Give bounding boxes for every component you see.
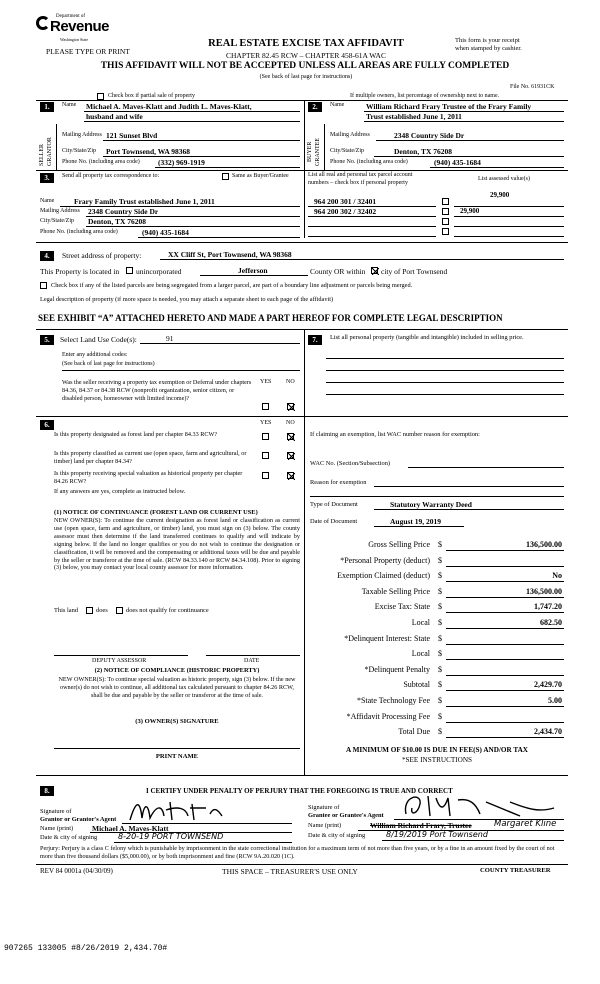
section-8-badge: 8. [40, 786, 54, 796]
tax-row-underline [446, 659, 564, 660]
grantee-sig-label-2: Grantee or Grantee's Agent [308, 812, 384, 819]
tax-row-underline [446, 628, 564, 629]
s6-no-header: NO [286, 420, 295, 426]
logo-top-text: Department of [56, 14, 86, 19]
seller-phone-label: Phone No. (including area code) [62, 159, 140, 165]
street-address-label: Street address of property: [62, 251, 142, 260]
tax-row-underline [446, 675, 564, 676]
parcel-4-personal-checkbox[interactable] [442, 228, 449, 235]
segregated-checkbox[interactable] [40, 282, 47, 289]
buyer-city-value: Denton, TX 76208 [394, 147, 452, 156]
tax-row-underline [446, 690, 564, 691]
same-as-buyer-label: Same as Buyer/Grantee [232, 173, 289, 179]
s5-yes-header: YES [260, 379, 272, 385]
tax-row-currency: $ [438, 540, 442, 549]
tax-row-label: Subtotal [403, 680, 430, 690]
grantor-name-label: Name (print) [40, 825, 74, 832]
send-correspondence-label: Send all property tax correspondence to: [62, 173, 160, 179]
street-address-value: XX Cliff St, Port Townsend, WA 98368 [168, 250, 292, 259]
s6-q1-no-checkbox[interactable] [287, 433, 294, 440]
notice-compliance-title: (2) NOTICE OF COMPLIANCE (HISTORIC PROPERTY) [94, 667, 260, 674]
segregated-label: Check box if any of the listed parcels are being segregated from a larger parcel, are part of a boundary line adjustment or parcels being merged. [51, 282, 413, 289]
tax-row-currency: $ [438, 586, 442, 596]
multiple-owners-note: If multiple owners, list percentage of ownership next to name. [350, 93, 500, 99]
grantor-date-value: 8-20-19 PORT TOWNSEND [118, 832, 224, 841]
cashier-stamp: 907265 133005 #8/26/2019 2,434.70# [4, 944, 168, 953]
tax-row-currency: $ [438, 618, 442, 627]
grantor-sig-label-1: Signature of [40, 808, 72, 815]
parcel-number-1: 964 200 301 / 32401 [314, 197, 377, 206]
type-or-print-label: PLEASE TYPE OR PRINT [46, 47, 130, 56]
tax-row-currency: $ [438, 711, 442, 721]
tax-row-label: *State Technology Fee [356, 696, 430, 705]
tax-row-amount: 2,434.70 [534, 727, 562, 737]
form-title: REAL ESTATE EXCISE TAX AFFIDAVIT [208, 38, 404, 49]
tax-row-underline [446, 644, 564, 645]
tax-row-amount: 682.50 [540, 618, 562, 627]
revision-label: REV 84 0001a (04/30/09) [40, 867, 113, 875]
tax-row-label: Taxable Selling Price [361, 586, 430, 596]
form-warning: THIS AFFIDAVIT WILL NOT BE ACCEPTED UNLESS ALL AREAS ARE FULLY COMPLETED [100, 61, 510, 71]
section-2-badge: 2. [308, 102, 322, 112]
seller-mailing-value: 121 Sunset Blvd [106, 131, 158, 140]
see-instructions-note: *SEE INSTRUCTIONS [401, 756, 473, 764]
seller-name-line1: Michael A. Maves-Klatt and Judith L. Maves-Klatt, [86, 102, 252, 111]
tax-row-label: *Delinquent Interest: State [344, 633, 430, 643]
section-3-badge: 3. [40, 173, 54, 183]
section-4-badge: 4. [40, 251, 54, 261]
notice-continuance-title: (1) NOTICE OF CONTINUANCE (FOREST LAND OR CURRENT USE) [54, 509, 258, 516]
parcel-3-personal-checkbox[interactable] [442, 218, 449, 225]
personal-property-label: List all personal property (tangible and intangible) included in selling price. [330, 334, 524, 341]
tax-row-amount: 1,747.20 [534, 602, 562, 612]
parcel-header-2: numbers – check box if personal property [308, 180, 408, 186]
document-date-label: Date of Document [310, 518, 358, 525]
grantor-name-value: Michael A. Maves-Klatt [92, 824, 169, 833]
logo-text: Revenue [50, 18, 110, 35]
tax-row-label: Exemption Claimed (deduct) [337, 571, 430, 581]
print-name-label: PRINT NAME [155, 753, 199, 760]
tax-row-amount: 5.00 [548, 696, 562, 705]
tax-row-label: Gross Selling Price [368, 540, 430, 549]
minimum-due-note: A MINIMUM OF $10.00 IS DUE IN FEE(S) AND/OR TAX [346, 746, 528, 754]
s6-q2-yes-checkbox[interactable] [262, 452, 269, 459]
s6-yes-header: YES [260, 420, 272, 426]
same-as-buyer-checkbox[interactable] [222, 173, 229, 180]
s6-q3-no-checkbox[interactable] [287, 472, 294, 479]
grantee-signature [400, 790, 560, 820]
tax-row-underline [446, 612, 564, 613]
land-does-label: does [96, 607, 108, 614]
tax-row-currency: $ [438, 649, 442, 659]
tax-row-currency: $ [438, 571, 442, 581]
deputy-date-label: DATE [244, 658, 260, 664]
wac-number-label: WAC No. (Section/Subsection) [310, 460, 391, 467]
revenue-logo [36, 12, 110, 42]
partial-sale-label: Check box if partial sale of property [108, 93, 195, 99]
buyer-phone-value: (940) 435-1684 [434, 158, 481, 167]
seller-city-value: Port Townsend, WA 98368 [106, 147, 191, 156]
seller-side-label: SELLER [39, 144, 45, 166]
located-in-label: This Property is located in [40, 267, 120, 276]
seller-mailing-label: Mailing Address [62, 132, 102, 138]
tax-row-amount: 136,500.00 [526, 586, 562, 596]
buyer-phone-label: Phone No. (including area code) [330, 159, 408, 165]
grantee-date-value: 8/19/2019 Port Townsend [386, 830, 488, 839]
grantee-sig-label-1: Signature of [308, 804, 340, 811]
tax-row-currency: $ [438, 696, 442, 705]
tax-row-label: *Affidavit Processing Fee [346, 711, 430, 721]
yes-instructions: If any answers are yes, complete as instructed below. [54, 488, 186, 495]
additional-codes-note: (See back of last page for instructions) [62, 361, 155, 367]
tax-row-underline [446, 581, 564, 582]
logo-swoosh-icon [36, 16, 50, 30]
receipt-note-2: when stamped by cashier. [455, 45, 522, 52]
tax-row-underline [446, 566, 564, 567]
tax-row-amount: No [552, 571, 562, 581]
grantee-name-label: Name (print) [308, 822, 342, 829]
tax-row-currency: $ [438, 664, 442, 674]
parcel-number-2: 964 200 302 / 32402 [314, 207, 377, 216]
seller-name-label: Name [62, 102, 77, 108]
unincorporated-checkbox[interactable] [126, 267, 133, 274]
s3-phone-label: Phone No. (including area code) [40, 229, 118, 235]
land-use-value: 91 [166, 334, 174, 343]
section-6-badge: 6. [40, 420, 54, 430]
historical-question: Is this property receiving special valuation as historical property per chapter 84.26 RCW? [54, 470, 243, 485]
certify-statement: I CERTIFY UNDER PENALTY OF PERJURY THAT THE FOREGOING IS TRUE AND CORRECT [146, 787, 453, 795]
forest-land-question: Is this property designated as forest land per chapter 84.33 RCW? [54, 431, 218, 438]
buyer-city-label: City/State/Zip [330, 148, 364, 154]
buyer-mailing-value: 2348 Country Side Dr [394, 131, 465, 140]
additional-codes-label: Enter any additional codes: [62, 352, 128, 358]
exemption-claim-label: If claiming an exemption, list WAC number reason for exemption: [310, 431, 480, 438]
tax-row-currency: $ [438, 555, 442, 565]
tax-row-label: Total Due [398, 727, 430, 737]
treasurer-use-label: THIS SPACE – TREASURER'S USE ONLY [222, 867, 358, 876]
tax-row-underline [446, 737, 564, 738]
grantor-side-label: GRANTOR [47, 137, 53, 166]
document-date-value: August 19, 2019 [390, 517, 442, 526]
tax-row-amount: 2,429.70 [534, 680, 562, 690]
partial-sale-checkbox[interactable] [97, 93, 104, 100]
parcel-1-personal-checkbox[interactable] [442, 198, 449, 205]
tax-row-underline [446, 706, 564, 707]
unincorporated-label: unincorporated [136, 267, 182, 276]
s5-q1-yes-checkbox[interactable] [262, 403, 269, 410]
grantee-side-label: GRANTEE [315, 138, 321, 166]
tax-row-amount: 136,500.00 [526, 540, 562, 549]
s6-q3-yes-checkbox[interactable] [262, 472, 269, 479]
section-7-badge: 7. [308, 335, 322, 345]
s6-q1-yes-checkbox[interactable] [262, 433, 269, 440]
land-does-not-checkbox[interactable] [116, 607, 123, 614]
perjury-notice: Perjury: Perjury is a class C felony which is punishable by imprisonment in the state correctional institution for a maximum term of not more than five years, or by a fine in an amount fixed by the court of not more than five thousand dollars ($5,000.00), or by both imprisonment and fine (RCW 9A.20.020 (1C). [40, 845, 555, 860]
buyer-name-line1: William Richard Frary Trustee of the Frary Family [366, 102, 532, 111]
grantee-name-handwritten: Margaret Kline [494, 819, 557, 829]
section-5-badge: 5. [40, 335, 54, 345]
legal-description-label: Legal description of property (if more space is needed, you may attach a separate sheet to each page of the affidavit) [40, 296, 334, 303]
document-type-label: Type of Document [310, 501, 358, 508]
land-does-checkbox[interactable] [86, 607, 93, 614]
s3-mailing-value: 2348 Country Side Dr [88, 207, 159, 216]
county-or-within-label: County OR within [310, 267, 366, 276]
notice-compliance-text: NEW OWNER(S): To continue special valuation as historic property, sign (3) below. If the new owner(s) do not wish to continue, all additional tax calculated pursuant to chapter 84.26 RCW, shall be due and payable by the seller or transferor at the time of sale. [58, 676, 296, 699]
land-does-not-label: does not qualify for continuance [126, 607, 209, 614]
tax-row-label: Local [411, 618, 430, 627]
s6-q2-no-checkbox[interactable] [287, 452, 294, 459]
grantor-date-label: Date & city of signing [40, 834, 98, 841]
s3-phone-value: (940) 435-1684 [142, 228, 189, 237]
notice-continuance-text: NEW OWNER(S): To continue the current designation as forest land or classification as current use (open space, farm and agriculture, or timber) land, you must sign on (3) below. The county assessor must then determine if the land transferred continues to qualify and will indicate by signing below. If the land no longer qualifies or you do not wish to continue the designation or classification, it will be removed and the compensating or additional taxes will be due and payable by the seller or transferor at the time of sale. (RCW 84.33.140 or RCW 84.34.108). Prior to signing (3) below, you may contact your local county assessor for more information. [54, 517, 300, 572]
tax-row-currency: $ [438, 680, 442, 690]
tax-row-label: Local [411, 649, 430, 659]
grantee-date-label: Date & city of signing [308, 832, 366, 839]
form-instructions: (See back of last page for instructions) [259, 74, 353, 80]
form-chapter: CHAPTER 82.45 RCW – CHAPTER 458-61A WAC [226, 51, 386, 60]
grantor-sig-label-2: Grantor or Grantor's Agent [40, 816, 117, 823]
county-value: Jefferson [238, 266, 268, 275]
parcel-header-1: List all real and personal tax parcel account [308, 172, 413, 178]
document-type-value: Statutory Warranty Deed [390, 500, 472, 509]
county-treasurer-label: COUNTY TREASURER [480, 867, 551, 874]
city-of-label: city of Port Townsend [381, 267, 448, 276]
s3-mailing-label: Mailing Address [40, 208, 80, 214]
buyer-mailing-label: Mailing Address [330, 132, 370, 138]
grantor-signature [126, 796, 246, 824]
land-qualify-label: This land [54, 607, 78, 614]
receipt-note-1: This form is your receipt [455, 37, 520, 44]
tax-row-underline [446, 550, 564, 551]
grantee-name-value: William Richard Frary, Trustee [370, 821, 472, 830]
s5-q1-no-checkbox[interactable] [287, 403, 294, 410]
land-use-label: Select Land Use Code(s): [60, 335, 137, 344]
exhibit-reference: SEE EXHIBIT “A” ATTACHED HERETO AND MADE A PART HEREOF FOR COMPLETE LEGAL DESCRIPTION [38, 313, 503, 323]
parcel-value-2: 29,900 [460, 207, 480, 215]
parcel-2-personal-checkbox[interactable] [442, 208, 449, 215]
buyer-side-label: BUYER [307, 141, 313, 162]
s3-city-value: Denton, TX 76208 [88, 217, 146, 226]
owner-signature-label: (3) OWNER(S) SIGNATURE [135, 718, 219, 725]
seller-name-line2: husband and wife [86, 112, 143, 121]
deputy-assessor-label: DEPUTY ASSESSOR [92, 658, 147, 664]
seller-phone-value: (332) 969-1919 [158, 158, 205, 167]
section-1-badge: 1. [40, 102, 54, 112]
tax-row-label: *Delinquent Penalty [364, 664, 430, 674]
parcel-value-1: 29,900 [490, 191, 510, 199]
buyer-name-line2: Trust established June 1, 2011 [366, 112, 462, 121]
tax-row-currency: $ [438, 602, 442, 612]
tax-row-label: *Personal Property (deduct) [340, 555, 430, 565]
s3-name-value: Frary Family Trust established June 1, 2011 [74, 197, 215, 206]
s3-city-label: City/State/Zip [40, 218, 74, 224]
s3-name-label: Name [40, 198, 55, 204]
exemption-reason-label: Reason for exemption [310, 479, 367, 486]
tax-row-currency: $ [438, 633, 442, 643]
s5-no-header: NO [286, 379, 295, 385]
tax-row-underline [446, 722, 564, 723]
current-use-question: Is this property classified as current use (open space, farm and agricultural, or timber) land per chapter 84.34? [54, 450, 247, 465]
assessed-header: List assessed value(s) [478, 176, 530, 182]
logo-sub-text: Washington State [60, 37, 89, 42]
seller-city-label: City/State/Zip [62, 148, 96, 154]
buyer-name-label: Name [330, 102, 345, 108]
tax-row-label: Excise Tax: State [374, 602, 430, 612]
within-city-checkbox[interactable] [371, 267, 378, 274]
tax-row-underline [446, 597, 564, 598]
tax-row-currency: $ [438, 727, 442, 737]
exemption-question: Was the seller receiving a property tax exemption or Deferral under chapters 84.36, 84.37 or 84.38 RCW (nonprofit organization, senior citizen, or disabled person, homeowner with limited income)? [62, 379, 252, 402]
file-number: File No. 61931CK [510, 84, 555, 90]
